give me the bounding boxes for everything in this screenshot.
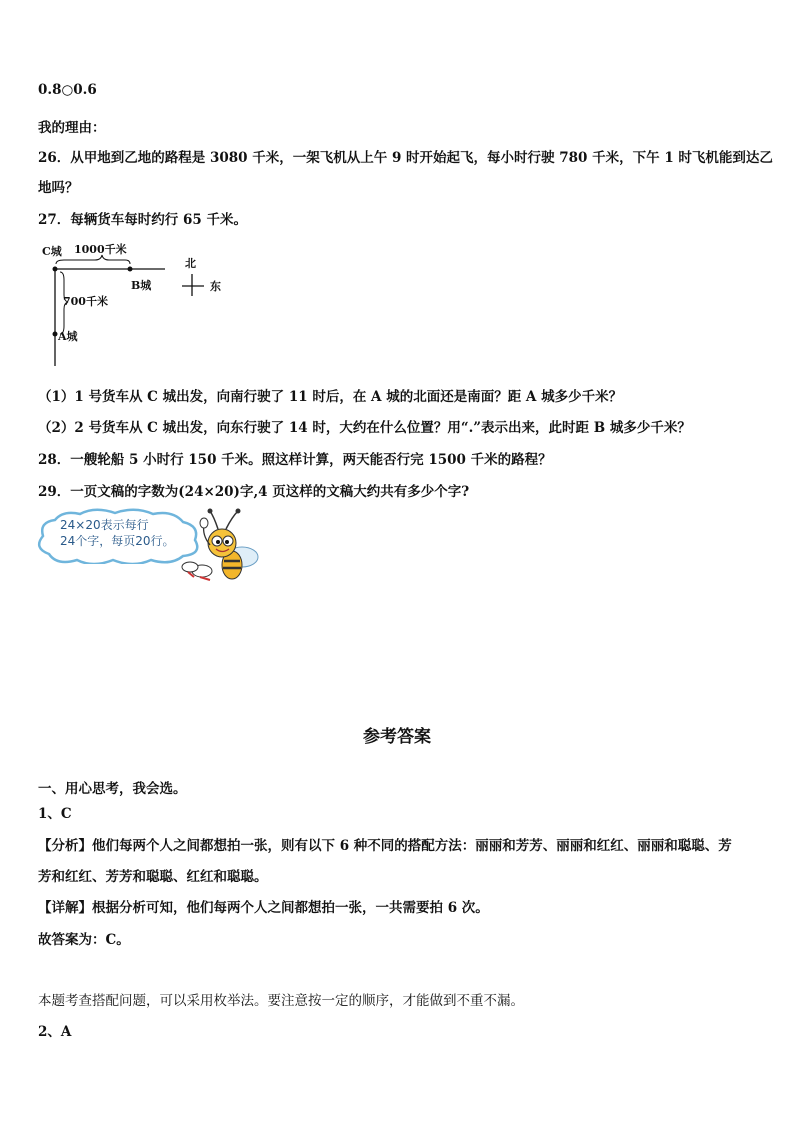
b-city-dot — [128, 267, 133, 272]
conclusion-line: 故答案为：C。 — [38, 932, 130, 948]
bee-illustration — [180, 505, 265, 583]
b-city-label: B城 — [131, 279, 152, 292]
north-label: 北 — [185, 257, 196, 270]
c-city-dot — [53, 267, 58, 272]
q27-sub2: （2）2 号货车从 C 城出发，向东行驶了 14 时，大约在什么位置？用“.”表示出来，此时距 B 城多少千米？ — [38, 420, 691, 436]
q29-text: 29．一页文稿的字数为(24×20)字,4 页这样的文稿大约共有多少个字? — [38, 484, 470, 500]
a-city-dot — [53, 332, 58, 337]
c-city-label: C城 — [42, 245, 62, 258]
q27-sub1: （1）1 号货车从 C 城出发，向南行驶了 11 时后，在 A 城的北面还是南面？距 A 城多少千米？ — [38, 389, 623, 405]
note-line: 本题考查搭配问题，可以采用枚举法。要注意按一定的顺序，才能做到不重不漏。 — [38, 993, 524, 1009]
answer-2: 2、A — [38, 1024, 72, 1040]
q25-compare: 0.8○0.6 — [38, 82, 97, 98]
answers-title: 参考答案 — [363, 727, 431, 747]
q28-text: 28．一艘轮船 5 小时行 150 千米。照这样计算，两天能否行完 1500 千米的路程？ — [38, 452, 552, 468]
bubble-line1: 24×20表示每行 — [60, 518, 149, 532]
dist-east-label: 1000千米 — [74, 243, 127, 256]
q26-line2: 地吗？ — [38, 180, 79, 196]
analysis-line2: 芳和红红、芳芳和聪聪、红红和聪聪。 — [38, 869, 268, 885]
section1-heading: 一、用心思考，我会选。 — [38, 781, 187, 797]
q25-reason: 我的理由： — [38, 120, 106, 136]
east-label: 东 — [210, 280, 221, 293]
q27-text: 27．每辆货车每时约行 65 千米。 — [38, 212, 247, 228]
a-city-label: A城 — [58, 330, 78, 343]
analysis-line1: 【分析】他们每两个人之间都想拍一张，则有以下 6 种不同的搭配方法：丽丽和芳芳、丽丽和红红、丽丽和聪聪、芳 — [38, 838, 732, 854]
dist-south-label: 700千米 — [63, 295, 108, 308]
bubble-text — [60, 517, 190, 549]
map-diagram — [30, 240, 270, 370]
q26-line1: 26．从甲地到乙地的路程是 3080 千米，一架飞机从上午 9 时开始起飞，每小时行驶 780 千米，下午 1 时飞机能到达乙 — [38, 150, 773, 166]
answer-1: 1、C — [38, 806, 72, 822]
bubble-line2: 24个字，每页20行。 — [60, 534, 175, 548]
detail-line: 【详解】根据分析可知，他们每两个人之间都想拍一张，一共需要拍 6 次。 — [38, 900, 489, 916]
